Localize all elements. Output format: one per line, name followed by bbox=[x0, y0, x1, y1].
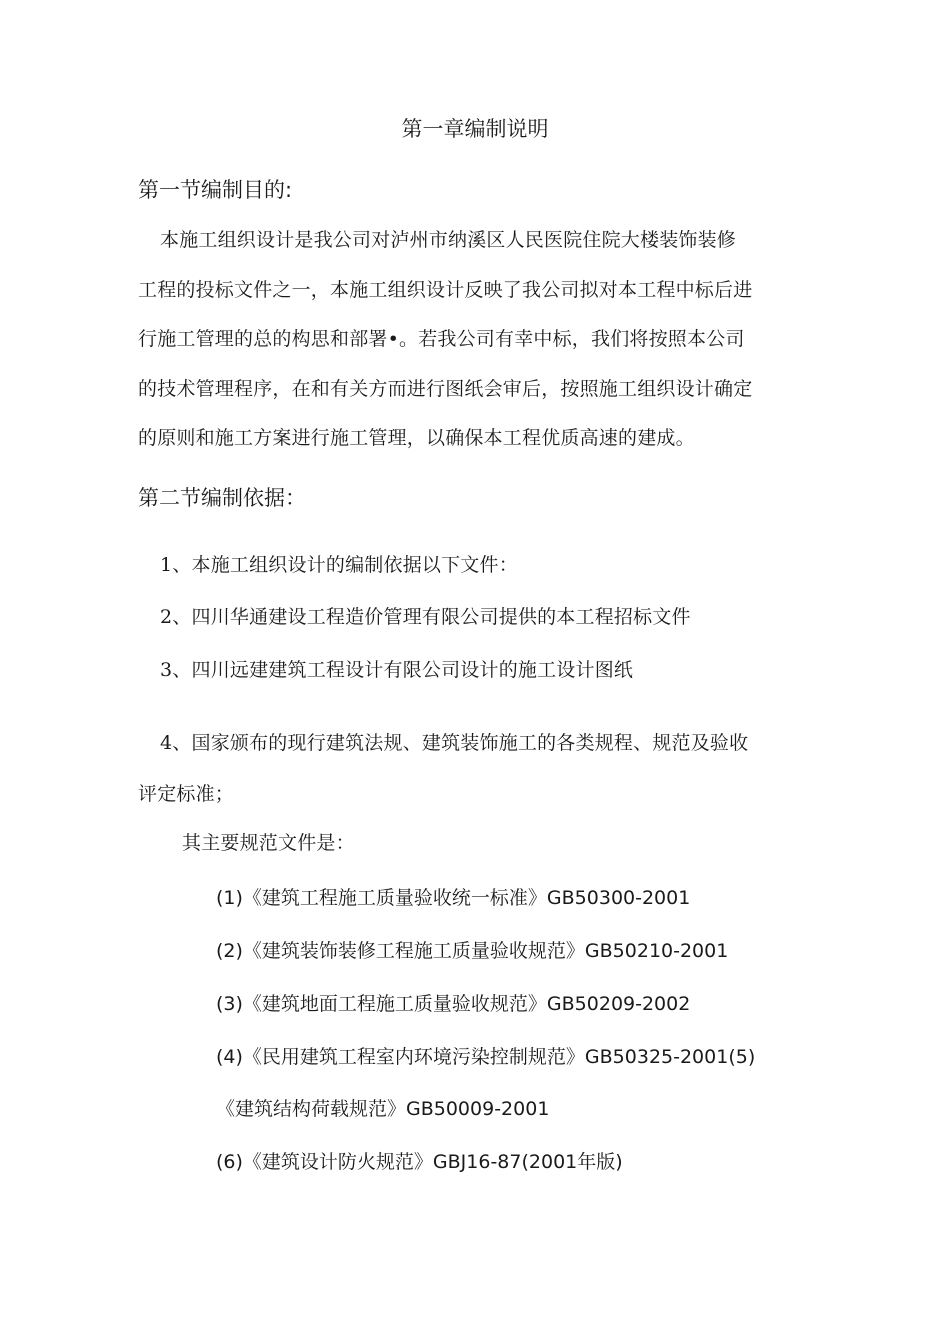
paragraph-line: 本施工组织设计是我公司对泸州市纳溪区人民医院住院大楼装饰装修 bbox=[160, 229, 737, 251]
specs-intro: 其主要规范文件是： bbox=[182, 832, 355, 854]
spec-item: (4)《民用建筑工程室内环境污染控制规范》GB50325-2001(5) bbox=[216, 1046, 756, 1068]
basis-item: 3、四川远建建筑工程设计有限公司设计的施工设计图纸 bbox=[160, 659, 634, 681]
paragraph-line: 行施工管理的总的构思和部署•。若我公司有幸中标，我们将按照本公司 bbox=[138, 328, 745, 350]
spec-item: (1)《建筑工程施工质量验收统一标准》GB50300-2001 bbox=[216, 887, 691, 909]
spec-item: (3)《建筑地面工程施工质量验收规范》GB50209-2002 bbox=[216, 993, 691, 1015]
basis-item: 2、四川华通建设工程造价管理有限公司提供的本工程招标文件 bbox=[160, 606, 691, 628]
section-heading-basis: 第二节编制依据： bbox=[138, 486, 306, 510]
basis-item-continuation: 评定标准； bbox=[138, 783, 235, 805]
spec-item: (6)《建筑设计防火规范》GBJ16-87(2001年版) bbox=[216, 1151, 623, 1173]
paragraph-line: 的技术管理程序，在和有关方而进行图纸会审后，按照施工组织设计确定 bbox=[138, 378, 753, 400]
spec-item: 《建筑结构荷载规范》GB50009-2001 bbox=[216, 1098, 550, 1120]
section-heading-purpose: 第一节编制目的: bbox=[138, 178, 293, 202]
basis-item: 1、本施工组织设计的编制依据以下文件： bbox=[160, 554, 518, 576]
basis-item: 4、国家颁布的现行建筑法规、建筑装饰施工的各类规程、规范及验收 bbox=[160, 732, 749, 754]
chapter-title: 第一章编制说明 bbox=[401, 117, 549, 141]
paragraph-line: 的原则和施工方案进行施工管理，以确保本工程优质高速的建成。 bbox=[138, 427, 695, 449]
paragraph-line: 工程的投标文件之一，本施工组织设计反映了我公司拟对本工程中标后进 bbox=[138, 279, 753, 301]
spec-item: (2)《建筑装饰装修工程施工质量验收规范》GB50210-2001 bbox=[216, 940, 729, 962]
